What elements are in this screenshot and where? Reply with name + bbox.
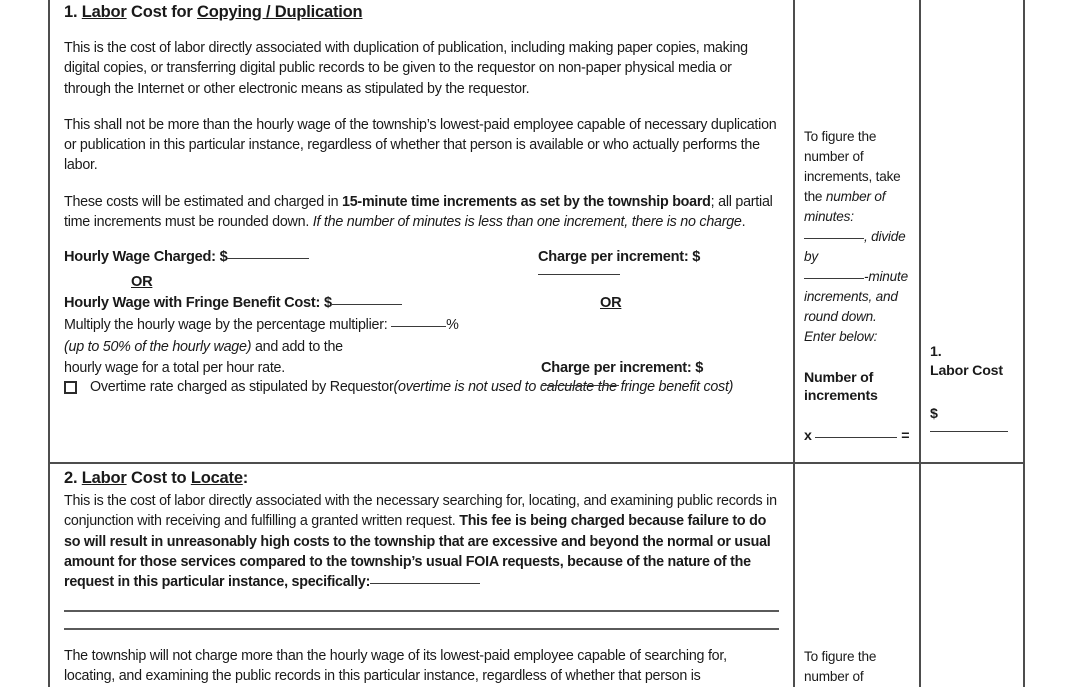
- section-2-increments-cell: [793, 464, 919, 687]
- section-2-heading: [64, 469, 779, 488]
- section-1-paragraph-1: This is the cost of labor directly associated with duplication of publication, including making paper copies, making digital copies, or transferring digital public records to be given to the requestor on non-paper physical media or through the Internet or other electronic means as stipulated by the requestor.: [64, 39, 748, 97]
- increments-equation-row: [804, 428, 910, 462]
- section-1-increments-cell: [793, 0, 919, 462]
- section-2-heading-locate: Locate: [190, 469, 243, 488]
- multiply-symbol: x: [804, 428, 812, 445]
- section-2-increments-instructions: [804, 647, 910, 687]
- section-1-content-cell: [50, 0, 793, 462]
- hourly-wage-input[interactable]: [227, 258, 309, 259]
- number-of-increments-line1: Number of: [804, 369, 874, 386]
- overtime-checkbox[interactable]: [64, 381, 77, 394]
- multiplier-percent: %: [446, 317, 459, 334]
- section-2-para1-lead: This is the cost of labor directly associated with the necessary searching for, locating, and examining public records in conjunction with receiving and fulfilling a granted written request.: [64, 493, 777, 530]
- number-of-increments-label: [804, 369, 910, 406]
- labor-cost-amount-row: [930, 406, 1014, 456]
- multiplier-input[interactable]: [391, 326, 446, 327]
- section-2-paragraph-2: The township will not charge more than the hourly wage of its lowest-paid employee capable of searching for, locating, and examining the public records in this particular instance, regardless of whether that person is: [64, 647, 727, 684]
- multiplier-line3: hourly wage for a total per hour rate.: [64, 360, 285, 377]
- section-2-labor-cost-spacer: [930, 464, 1014, 680]
- multiplier-note-rest: and add to the: [251, 339, 343, 356]
- or-label-right: OR: [600, 295, 622, 312]
- section-1-heading-copying: Copying / Duplication: [197, 3, 363, 21]
- multiplier-note-italic: (up to 50% of the hourly wage): [64, 339, 252, 356]
- para3-bold: 15-minute time increments as set by the township board: [342, 193, 711, 210]
- para3-italic: If the number of minutes is less than one increment, there is no charge: [312, 214, 742, 231]
- para3-lead: These costs will be estimated and charged in: [64, 193, 343, 210]
- section-2-number: 2.: [64, 469, 78, 488]
- section-2-heading-colon: :: [242, 469, 249, 488]
- charge-per-increment-input-1[interactable]: [538, 274, 620, 275]
- specifically-input-3[interactable]: [64, 628, 779, 630]
- multiplier-row: [64, 317, 459, 333]
- multiplier-text: Multiply the hourly wage by the percentage multiplier:: [64, 317, 392, 334]
- charge-per-increment-label-2: Charge per increment: $: [541, 360, 704, 377]
- or-divider-right: [600, 295, 621, 311]
- charge-per-increment-row-1: [538, 249, 779, 281]
- section-1-labor-cost-cell: [919, 0, 1023, 462]
- section-2-para1-bold: This fee is being charged because failure to do so will result in unreasonably high costs to the township that are excessive and beyond the normal or usual amount for those services compared to the township’s usual FOIA requests, because of the nature of the request in this particular instance, specifically:: [64, 513, 771, 591]
- section-1-paragraph-2: This shall not be more than the hourly wage of the township’s lowest-paid employee capable of necessary duplication or publication in this particular instance, regardless of whether that person is available or who actually performs the labor.: [64, 116, 777, 174]
- specifically-input-2[interactable]: [64, 610, 779, 612]
- labor-cost-number: 1.: [930, 344, 942, 360]
- table-row-section-2: [50, 462, 1023, 687]
- section-2-heading-labor: Labor: [81, 469, 127, 488]
- specifically-input-1[interactable]: [370, 583, 480, 584]
- table-row-section-1: [50, 0, 1023, 462]
- section-1-heading-labor: Labor: [81, 3, 127, 21]
- number-of-increments-line2: increments: [804, 388, 878, 405]
- multiplier-line3-row: [64, 360, 285, 376]
- equals-symbol: =: [901, 428, 910, 445]
- section-2-side-line1: To figure the: [804, 649, 877, 665]
- or-divider-left: [131, 274, 152, 290]
- section-1-paragraph-3: [64, 192, 779, 233]
- minutes-input[interactable]: [804, 238, 864, 239]
- or-label-left: OR: [131, 274, 153, 291]
- fringe-benefit-label: Hourly Wage with Fringe Benefit Cost: $: [64, 295, 332, 312]
- overtime-note-italic: (overtime is not used to calculate the fringe benefit cost): [393, 379, 734, 396]
- para3-mid: ; all partial time increments must be rounded down.: [64, 193, 773, 231]
- section-2-paragraph-1: [64, 491, 779, 592]
- para3-end: .: [741, 214, 746, 231]
- hourly-wage-field-row: [64, 249, 309, 265]
- fringe-benefit-input[interactable]: [332, 304, 402, 305]
- increments-instructions-italic-3: -minute increments, and round down. Enter below:: [804, 268, 908, 344]
- section-2-labor-cost-cell: [919, 464, 1023, 687]
- section-2-heading-mid: Cost to: [126, 469, 191, 488]
- fringe-benefit-field-row: [64, 295, 402, 311]
- section-1-heading-mid: Cost for: [126, 3, 198, 21]
- section-2-side-line2: number of: [804, 669, 864, 685]
- labor-cost-label: [930, 343, 1014, 380]
- number-of-increments-input[interactable]: [815, 437, 897, 438]
- section-1-heading: [64, 3, 779, 22]
- increments-instructions: [804, 127, 910, 347]
- labor-cost-dollar-sign: $: [930, 406, 938, 423]
- increments-instructions-lead: To figure the number of increments, take the: [804, 129, 901, 204]
- multiplier-note-row: [64, 339, 343, 355]
- section-1-number: 1.: [64, 3, 78, 21]
- charge-per-increment-label-1: Charge per increment: $: [538, 249, 701, 266]
- labor-cost-text: Labor Cost: [930, 362, 1003, 379]
- section-2-content-cell: [50, 464, 793, 687]
- fee-itemization-table: [48, 0, 1025, 687]
- increments-instructions-italic-1: number of minutes:: [804, 188, 886, 224]
- hourly-wage-label: Hourly Wage Charged: $: [64, 249, 228, 266]
- increments-instructions-italic-2: , divide by: [804, 228, 906, 264]
- charge-per-increment-row-2: [541, 360, 779, 392]
- section-1-fields-block: [64, 249, 779, 375]
- labor-cost-input[interactable]: [930, 431, 1008, 432]
- increment-size-input[interactable]: [804, 278, 864, 279]
- charge-per-increment-input-2[interactable]: [541, 385, 619, 386]
- overtime-label: Overtime rate charged as stipulated by Requestor: [90, 379, 394, 396]
